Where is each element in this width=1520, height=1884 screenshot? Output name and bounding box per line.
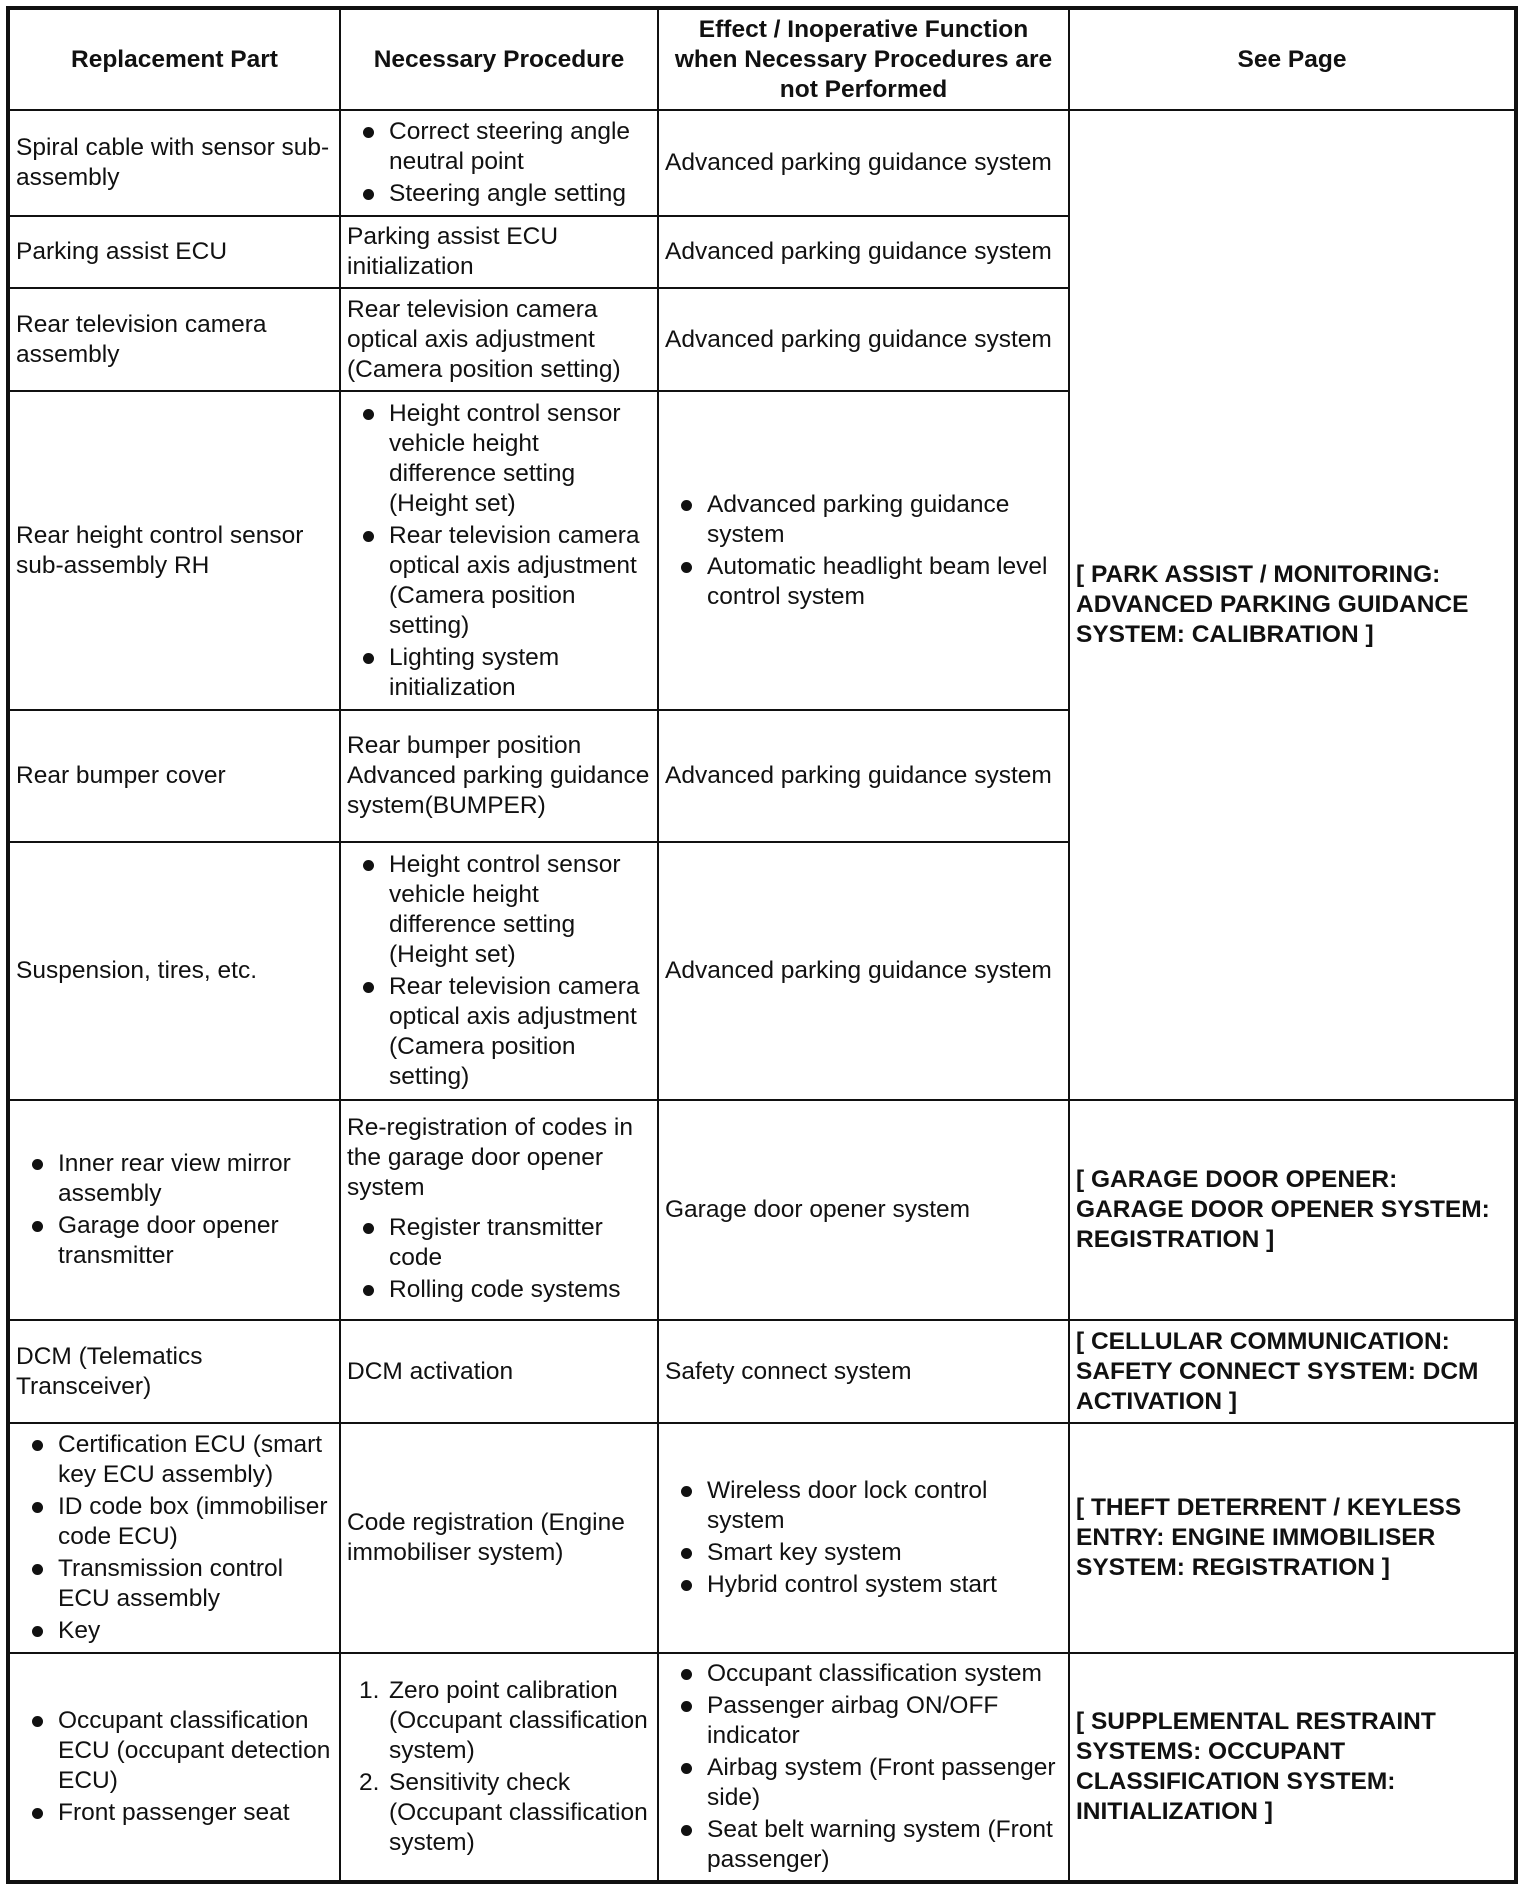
effect-cell: [658, 391, 1069, 710]
effect-item: Wireless door lock control system: [665, 1476, 1062, 1536]
header-necessary-procedure: Necessary Procedure: [340, 8, 658, 110]
effect-item: Seat belt warning system (Front passenger): [665, 1815, 1062, 1875]
table-row: [8, 1100, 1516, 1320]
part-item: Key: [16, 1616, 333, 1646]
part-item: ID code box (immobiliser code ECU): [16, 1492, 333, 1552]
table-row: [8, 1320, 1516, 1423]
part-cell: [8, 1653, 340, 1882]
part-cell: Rear television camera assembly: [8, 288, 340, 391]
table-row: [8, 1423, 1516, 1653]
procedure-item: Rear television camera optical axis adjustment (Camera position setting): [347, 521, 651, 641]
procedure-cell: [340, 1653, 658, 1882]
part-item: Occupant classification ECU (occupant detection ECU): [16, 1706, 333, 1796]
part-item: Certification ECU (smart key ECU assembly): [16, 1430, 333, 1490]
part-cell: DCM (Telematics Transceiver): [8, 1320, 340, 1423]
part-cell: Rear bumper cover: [8, 710, 340, 842]
step-text: Zero point calibration (Occupant classification system): [389, 1677, 648, 1764]
procedure-cell: [340, 391, 658, 710]
table-row: [8, 1653, 1516, 1882]
effect-cell: Advanced parking guidance system: [658, 288, 1069, 391]
procedure-item: Height control sensor vehicle height difference setting (Height set): [347, 399, 651, 519]
effect-item: Hybrid control system start: [665, 1570, 1062, 1600]
procedure-cell: Rear television camera optical axis adjustment (Camera position setting): [340, 288, 658, 391]
see-page-cell: [1069, 1423, 1516, 1653]
effect-item: Advanced parking guidance system: [665, 490, 1062, 550]
procedure-item: Correct steering angle neutral point: [347, 117, 651, 177]
procedure-cell: Code registration (Engine immobiliser system): [340, 1423, 658, 1653]
effect-cell: Garage door opener system: [658, 1100, 1069, 1320]
see-page-link[interactable]: [ THEFT DETERRENT / KEYLESS ENTRY: ENGINE IMMOBILISER SYSTEM: REGISTRATION ]: [1076, 1494, 1462, 1581]
header-effect: Effect / Inoperative Function when Necessary Procedures are not Performed: [658, 8, 1069, 110]
header-see-page: See Page: [1069, 8, 1516, 110]
effect-cell: Advanced parking guidance system: [658, 110, 1069, 216]
see-page-link[interactable]: [ SUPPLEMENTAL RESTRAINT SYSTEMS: OCCUPANT CLASSIFICATION SYSTEM: INITIALIZATION ]: [1076, 1708, 1436, 1825]
effect-item: Automatic headlight beam level control system: [665, 552, 1062, 612]
part-cell: Parking assist ECU: [8, 216, 340, 288]
procedure-cell: [340, 1100, 658, 1320]
replacement-procedure-table: [6, 6, 1518, 1884]
effect-cell: Safety connect system: [658, 1320, 1069, 1423]
effect-cell: Advanced parking guidance system: [658, 710, 1069, 842]
see-page-cell: [1069, 110, 1516, 1100]
part-item: Inner rear view mirror assembly: [16, 1149, 333, 1209]
see-page-link[interactable]: [ PARK ASSIST / MONITORING: ADVANCED PARKING GUIDANCE SYSTEM: CALIBRATION ]: [1076, 561, 1469, 648]
effect-cell: Advanced parking guidance system: [658, 842, 1069, 1100]
procedure-text: Re-registration of codes in the garage door opener system: [347, 1114, 633, 1201]
part-cell: [8, 1100, 340, 1320]
effect-item: Passenger airbag ON/OFF indicator: [665, 1691, 1062, 1751]
step-number: 1.: [359, 1677, 380, 1704]
effect-cell: Advanced parking guidance system: [658, 216, 1069, 288]
header-row: [8, 8, 1516, 110]
procedure-item: Lighting system initialization: [347, 643, 651, 703]
part-item: Front passenger seat: [16, 1798, 333, 1828]
effect-item: Occupant classification system: [665, 1659, 1062, 1689]
procedure-cell: Rear bumper position Advanced parking guidance system(BUMPER): [340, 710, 658, 842]
see-page-link[interactable]: [ GARAGE DOOR OPENER: GARAGE DOOR OPENER SYSTEM: REGISTRATION ]: [1076, 1166, 1490, 1253]
procedure-item: Rear television camera optical axis adjustment (Camera position setting): [347, 972, 651, 1092]
procedure-item: Height control sensor vehicle height difference setting (Height set): [347, 850, 651, 970]
procedure-step: [347, 1676, 651, 1766]
effect-cell: [658, 1423, 1069, 1653]
part-item: Garage door opener transmitter: [16, 1211, 333, 1271]
procedure-item: Steering angle setting: [347, 179, 651, 209]
see-page-link[interactable]: [ CELLULAR COMMUNICATION: SAFETY CONNECT SYSTEM: DCM ACTIVATION ]: [1076, 1327, 1479, 1415]
effect-cell: [658, 1653, 1069, 1882]
step-text: Sensitivity check (Occupant classification system): [389, 1769, 648, 1856]
see-page-cell: [1069, 1100, 1516, 1320]
procedure-cell: [340, 842, 658, 1100]
procedure-item: Rolling code systems: [347, 1275, 651, 1305]
procedure-cell: DCM activation: [340, 1320, 658, 1423]
table-row: [8, 110, 1516, 216]
part-cell: [8, 1423, 340, 1653]
effect-item: Airbag system (Front passenger side): [665, 1753, 1062, 1813]
see-page-cell: [1069, 1653, 1516, 1882]
procedure-item: Register transmitter code: [347, 1213, 651, 1273]
see-page-cell: [1069, 1320, 1516, 1423]
part-cell: Suspension, tires, etc.: [8, 842, 340, 1100]
part-cell: Spiral cable with sensor sub-assembly: [8, 110, 340, 216]
part-item: Transmission control ECU assembly: [16, 1554, 333, 1614]
part-cell: Rear height control sensor sub-assembly RH: [8, 391, 340, 710]
procedure-step: [347, 1768, 651, 1858]
step-number: 2.: [359, 1769, 380, 1796]
procedure-cell: Parking assist ECU initialization: [340, 216, 658, 288]
effect-item: Smart key system: [665, 1538, 1062, 1568]
procedure-cell: [340, 110, 658, 216]
header-replacement-part: Replacement Part: [8, 8, 340, 110]
